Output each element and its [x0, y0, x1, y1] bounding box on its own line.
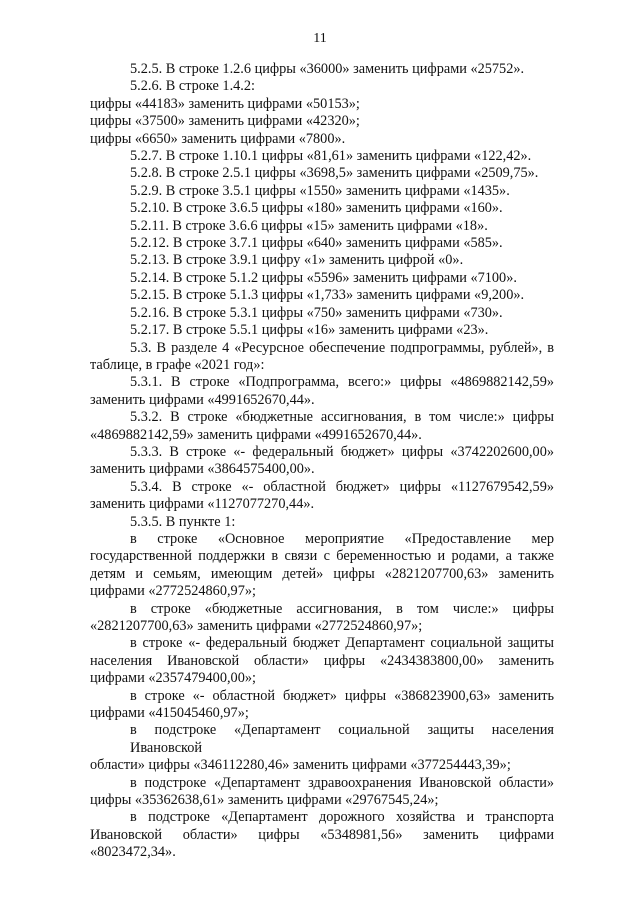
text-line: в подстроке «Департамент дорожного хозяйства и транспорта [130, 809, 554, 826]
text-line: детям и семьям, имеющим детей» цифры «2821207700,63» заменить [90, 565, 554, 582]
text-line: 5.2.5. В строке 1.2.6 цифры «36000» заменить цифрами «25752». [130, 61, 525, 77]
text-line: цифрами «415045460,97»; [90, 705, 249, 722]
text-line: в строке «бюджетные ассигнования, в том числе:» цифры [130, 600, 554, 617]
text-line: 5.2.12. В строке 3.7.1 цифры «640» заменить цифрами «585». [130, 235, 503, 252]
text-line: 5.2.13. В строке 3.9.1 цифру «1» заменить цифрой «0». [130, 252, 464, 269]
text-line: 5.2.11. В строке 3.6.6 цифры «15» заменить цифрами «18». [130, 217, 488, 234]
text-line: 5.3.1. В строке «Подпрограмма, всего:» цифры «4869882142,59» [130, 374, 554, 391]
text-line: государственной поддержки в связи с беременностью и родами, а также [90, 548, 554, 565]
text-line: 5.2.9. В строке 3.5.1 цифры «1550» заменить цифрами «1435». [130, 182, 510, 199]
text-line: цифрами «2357479400,00»; [90, 670, 256, 687]
text-line: цифры «6650» заменить цифрами «7800». [90, 130, 346, 147]
text-line: «8023472,34». [90, 844, 176, 861]
text-line: 5.3.4. В строке «- областной бюджет» цифры «1127679542,59» [130, 478, 554, 495]
text-line: 5.3.2. В строке «бюджетные ассигнования, в том числе:» цифры [130, 409, 554, 426]
text-line: в строке «Основное мероприятие «Предоставление мер [130, 530, 554, 547]
text-line: 5.2.15. В строке 5.1.3 цифры «1,733» заменить цифрами «9,200». [130, 287, 525, 304]
text-line: таблице, в графе «2021 год»: [90, 356, 265, 373]
text-line: в подстроке «Департамент здравоохранения Ивановской области» [130, 774, 554, 791]
text-line: 5.3.3. В строке «- федеральный бюджет» цифры «3742202600,00» [130, 443, 554, 460]
text-line: Ивановской области» цифры «5348981,56» заменить цифрами [90, 826, 554, 843]
text-line: 5.2.6. В строке 1.4.2: [130, 78, 255, 95]
text-line: 5.2.7. В строке 1.10.1 цифры «81,61» заменить цифрами «122,42». [130, 148, 532, 165]
text-line: 5.2.16. В строке 5.3.1 цифры «750» заменить цифрами «730». [130, 304, 503, 321]
text-line: в строке «- федеральный бюджет Департамент социальной защиты [130, 635, 554, 652]
text-line: цифры «44183» заменить цифрами «50153»; [90, 95, 360, 112]
text-line: 5.3.5. В пункте 1: [130, 513, 236, 530]
text-line: 5.2.17. В строке 5.5.1 цифры «16» заменить цифрами «23». [130, 322, 489, 339]
text-line: заменить цифрами «3864575400,00». [90, 461, 315, 478]
text-line: цифры «35362638,61» заменить цифрами «29767545,24»; [90, 792, 439, 809]
text-line: заменить цифрами «4991652670,44». [90, 391, 315, 408]
text-line: цифрами «2772524860,97»; [90, 583, 256, 600]
text-line: цифры «37500» заменить цифрами «42320»; [90, 113, 360, 130]
text-line: области» цифры «346112280,46» заменить цифрами «377254443,39»; [90, 757, 511, 774]
text-line: 5.2.14. В строке 5.1.2 цифры «5596» заменить цифрами «7100». [130, 269, 517, 286]
text-line: 5.2.10. В строке 3.6.5 цифры «180» заменить цифрами «160». [130, 200, 503, 217]
text-line: 5.2.8. В строке 2.5.1 цифры «3698,5» заменить цифрами «2509,75». [130, 165, 539, 182]
text-line: в строке «- областной бюджет» цифры «386823900,63» заменить [130, 687, 554, 704]
text-line: в подстроке «Департамент социальной защиты населения Ивановской [130, 722, 554, 756]
text-line: «4869882142,59» заменить цифрами «4991652670,44». [90, 426, 422, 443]
text-line: «2821207700,63» заменить цифрами «2772524860,97»; [90, 618, 423, 634]
text-line: 5.3. В разделе 4 «Ресурсное обеспечение подпрограммы, рублей», в [130, 339, 554, 356]
document-body [90, 61, 554, 862]
page-number: 11 [313, 31, 327, 46]
text-line: населения Ивановской области» цифры «2434383800,00» заменить [90, 652, 554, 669]
text-line: заменить цифрами «1127077270,44». [90, 496, 315, 513]
